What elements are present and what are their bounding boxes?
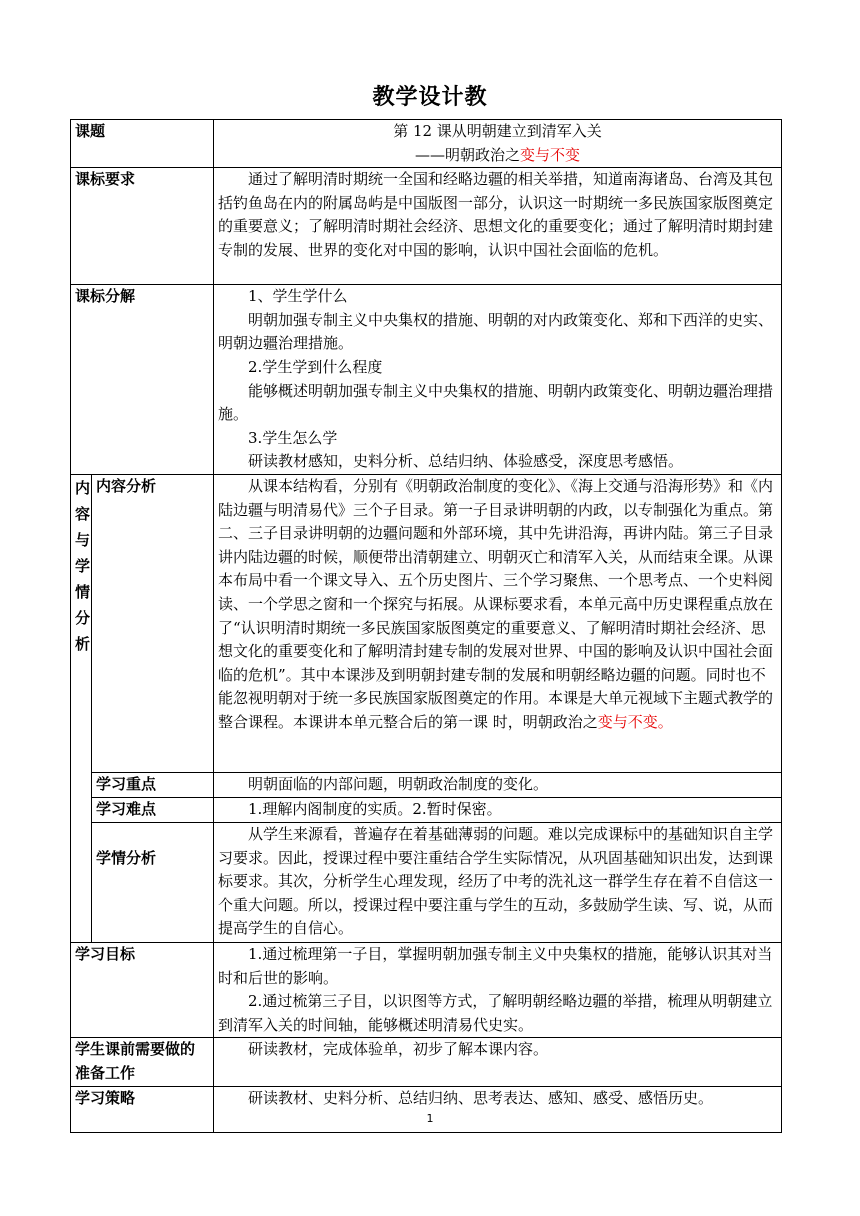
topic-label: 课题: [71, 120, 214, 168]
analysis-group-label: [71, 474, 92, 942]
difficulty-value: [214, 797, 782, 822]
breakdown-p6: 研读教材感知，史料分析、总结归纳、体验感受，深度思考感悟。: [248, 452, 684, 471]
analysis-group-char: 分: [75, 608, 91, 627]
topic-value: [214, 120, 782, 168]
row-students: [71, 822, 782, 942]
analysis-group-char: 与: [75, 530, 91, 549]
goals-label: 学习目标: [71, 942, 214, 1037]
breakdown-p2: 明朝加强专制主义中央集权的措施、明朝的对内政策变化、郑和下西洋的史实、明朝边疆治理措施。: [218, 310, 774, 353]
row-prep: [71, 1038, 782, 1086]
prep-value: [214, 1038, 782, 1086]
strategy-text: 研读教材、史料分析、总结归纳、思考表达、感知、感受、感悟历史。: [248, 1088, 714, 1107]
prep-label: 学生课前需要做的准备工作: [71, 1038, 214, 1086]
content-analysis-highlight: 变与不变。: [597, 712, 673, 731]
breakdown-p4: 能够概述明朝加强专制主义中央集权的措施、明朝内政策变化、明朝边疆治理措施。: [218, 381, 774, 424]
focus-text: 明朝面临的内部问题，明朝政治制度的变化。: [248, 774, 549, 793]
breakdown-p3: 2.学生学到什么程度: [248, 357, 383, 376]
topic-line2-highlight: 变与不变: [520, 145, 581, 164]
goals-p2: 2.通过梳第三子目，以识图等方式，了解明朝经略边疆的举措，梳理从明朝建立到清军入关的时间轴，能够概述明清易代史实。: [218, 992, 773, 1034]
row-strategy: [71, 1086, 782, 1132]
topic-line2: [218, 144, 777, 168]
standards-value: [214, 168, 782, 285]
breakdown-p1: 1、学生学什么: [248, 287, 348, 306]
analysis-group-char: 容: [75, 504, 91, 523]
lesson-design-table: [70, 119, 782, 1133]
difficulty-label: 学习难点: [92, 797, 214, 822]
goals-p1: 1.通过梳理第一子目，掌握明朝加强专制主义中央集权的措施，能够认识其对当时和后世的影响。: [218, 944, 773, 987]
students-text: 从学生来源看，普遍存在着基础薄弱的问题。难以完成课标中的基础知识自主学习要求。因此，授课过程中要注重结合学生实际情况，从巩固基础知识出发，达到课标要求。其次，分析学生心理发现，经历了中考的洗礼这一群学生存在着不自信这一个重大问题。所以，授课过程中要注重与学生的互动，多鼓励学生读、写、说，从而提高学生的自信心。: [218, 824, 774, 938]
document-title: 教学设计教: [372, 85, 488, 110]
analysis-group-char: 内: [75, 478, 91, 497]
difficulty-text: 1.理解内阁制度的实质。2.暂时保密。: [248, 799, 502, 818]
row-focus: [71, 772, 782, 797]
row-breakdown: [71, 285, 782, 475]
row-content-analysis: [71, 474, 782, 772]
content-analysis-text: [218, 475, 777, 735]
content-analysis-value: [214, 474, 782, 772]
strategy-value: [214, 1086, 782, 1132]
focus-value: [214, 772, 782, 797]
row-topic: [71, 120, 782, 168]
analysis-group-char: 析: [75, 634, 91, 653]
analysis-group-char: 学: [75, 556, 91, 575]
breakdown-p5: 3.学生怎么学: [248, 428, 338, 447]
topic-line1: 第 12 课从明朝建立到清军入关: [393, 122, 602, 140]
topic-line2-prefix: ——明朝政治之: [414, 145, 520, 164]
analysis-group-char: 情: [75, 582, 91, 601]
students-label: 学情分析: [92, 822, 214, 942]
row-standards: [71, 168, 782, 285]
content-analysis-label: 内容分析: [92, 474, 214, 772]
page-number: 1: [426, 1112, 434, 1125]
focus-label: 学习重点: [92, 772, 214, 797]
students-value: [214, 822, 782, 942]
content-analysis-body: 从课本结构看，分别有《明朝政治制度的变化》、《海上交通与沿海形势》和《内陆边疆与明清易代》三个子目录。第一子目录讲明朝的内政，以专制强化为重点。第二、三子目录讲明朝的边疆问题和外部环境，其中先讲沿海，再讲内陆。第三子目录讲内陆边疆的时候，顺便带出清朝建立、明朝灭亡和清军入关，从而结束全课。从课本布局中看一个课文导入、五个历史图片、三个学习聚焦、一个思考点、一个史料阅读、一个学思之窗和一个探究与拓展。从课标要求看，本单元高中历史课程重点放在了“认识明清时期统一多民族国家版图奠定的重要意义、了解明清时期社会经济、思想文化的重要变化和了解明清封建专制的发展对世界、中国的影响及认识中国社会面临的危机”。其中本课涉及到明朝封建专制的发展和明朝经略边疆的问题。同时也不能忽视明朝对于统一多民族国家版图奠定的作用。本课是大单元视域下主题式教学的整合课程。本课讲本单元整合后的第一课 时，明朝政治之: [218, 476, 774, 731]
strategy-label: 学习策略: [71, 1086, 214, 1132]
standards-text: 通过了解明清时期统一全国和经略边疆的相关举措，知道南海诸岛、台湾及其包括钓鱼岛在内的附属岛屿是中国版图一部分，认识这一时期统一多民族国家版图奠定的重要意义；了解明清时期社会经济、思想文化的重要变化；通过了解明清时期封建专制的发展、世界的变化对中国的影响，认识中国社会面临的危机。: [218, 170, 774, 259]
row-difficulty: [71, 797, 782, 822]
standards-label: 课标要求: [71, 168, 214, 285]
prep-text: 研读教材，完成体验单，初步了解本课内容。: [248, 1040, 549, 1059]
breakdown-value: [214, 285, 782, 475]
goals-value: [214, 942, 782, 1037]
row-goals: [71, 942, 782, 1037]
breakdown-label: 课标分解: [71, 285, 214, 475]
